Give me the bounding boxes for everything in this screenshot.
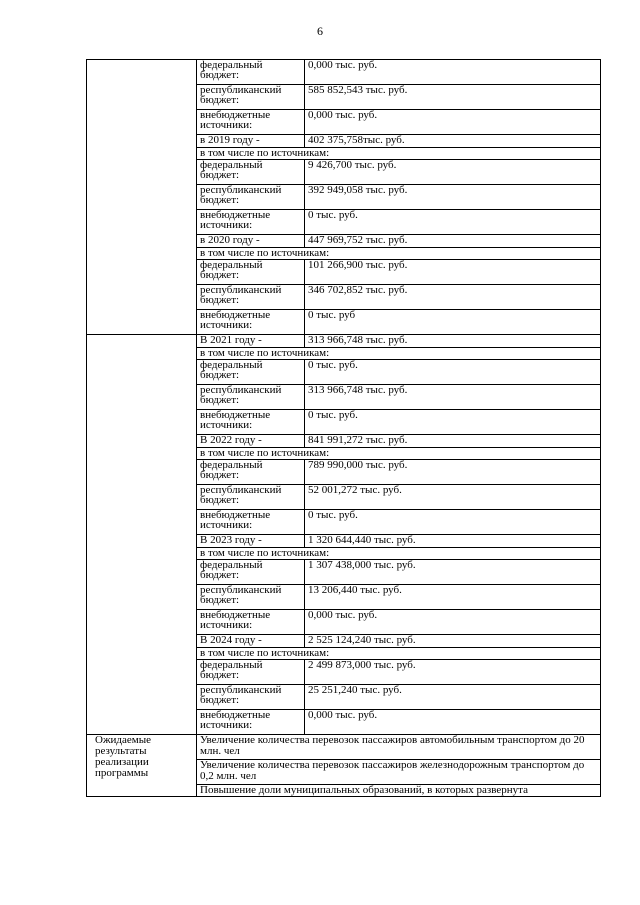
subheader-cell: в том числе по источникам: <box>197 148 601 160</box>
source-row <box>87 60 601 85</box>
source-label: федеральный бюджет: <box>197 160 305 185</box>
amount-value: 0 тыс. руб. <box>305 410 601 435</box>
amount-value: 0,000 тыс. руб. <box>305 60 601 85</box>
source-label: внебюджетные источники: <box>197 310 305 335</box>
result-row <box>87 735 601 760</box>
amount-value: 392 949,058 тыс. руб. <box>305 185 601 210</box>
source-label: республиканский бюджет: <box>197 685 305 710</box>
amount-value: 841 991,272 тыс. руб. <box>305 435 601 448</box>
amount-value: 402 375,758тыс. руб. <box>305 135 601 148</box>
source-label: федеральный бюджет: <box>197 460 305 485</box>
results-label: Ожидаемые результаты реализации программы <box>87 735 197 797</box>
amount-value: 313 966,748 тыс. руб. <box>305 385 601 410</box>
subheader-cell: в том числе по источникам: <box>197 348 601 360</box>
amount-value: 52 001,272 тыс. руб. <box>305 485 601 510</box>
source-label: республиканский бюджет: <box>197 185 305 210</box>
source-label: республиканский бюджет: <box>197 585 305 610</box>
source-label: внебюджетные источники: <box>197 110 305 135</box>
source-label: внебюджетные источники: <box>197 510 305 535</box>
amount-value: 13 206,440 тыс. руб. <box>305 585 601 610</box>
subheader-cell: в том числе по источникам: <box>197 648 601 660</box>
amount-value: 0 тыс. руб. <box>305 510 601 535</box>
amount-value: 2 525 124,240 тыс. руб. <box>305 635 601 648</box>
source-label: республиканский бюджет: <box>197 285 305 310</box>
year-row <box>87 335 601 348</box>
source-label: в 2020 году - <box>197 235 305 248</box>
left-empty-cell <box>87 335 197 735</box>
amount-value: 0 тыс. руб <box>305 310 601 335</box>
source-label: федеральный бюджет: <box>197 560 305 585</box>
amount-value: 101 266,900 тыс. руб. <box>305 260 601 285</box>
source-label: федеральный бюджет: <box>197 660 305 685</box>
amount-value: 447 969,752 тыс. руб. <box>305 235 601 248</box>
amount-value: 25 251,240 тыс. руб. <box>305 685 601 710</box>
amount-value: 1 307 438,000 тыс. руб. <box>305 560 601 585</box>
result-item: Увеличение количества перевозок пассажиров железнодорожным транспортом до 0,2 млн. чел <box>197 760 601 785</box>
subheader-cell: в том числе по источникам: <box>197 448 601 460</box>
source-label: внебюджетные источники: <box>197 710 305 735</box>
amount-value: 0 тыс. руб. <box>305 360 601 385</box>
source-label: федеральный бюджет: <box>197 60 305 85</box>
source-label: в 2019 году - <box>197 135 305 148</box>
source-label: внебюджетные источники: <box>197 210 305 235</box>
amount-value: 789 990,000 тыс. руб. <box>305 460 601 485</box>
result-item: Увеличение количества перевозок пассажиров автомобильным транспортом до 20 млн. чел <box>197 735 601 760</box>
amount-value: 0 тыс. руб. <box>305 210 601 235</box>
source-label: республиканский бюджет: <box>197 385 305 410</box>
amount-value: 346 702,852 тыс. руб. <box>305 285 601 310</box>
amount-value: 2 499 873,000 тыс. руб. <box>305 660 601 685</box>
left-empty-cell <box>87 60 197 335</box>
amount-value: 1 320 644,440 тыс. руб. <box>305 535 601 548</box>
amount-value: 9 426,700 тыс. руб. <box>305 160 601 185</box>
source-label: В 2022 году - <box>197 435 305 448</box>
source-label: В 2023 году - <box>197 535 305 548</box>
source-label: внебюджетные источники: <box>197 410 305 435</box>
source-label: федеральный бюджет: <box>197 360 305 385</box>
source-label: республиканский бюджет: <box>197 85 305 110</box>
source-label: В 2021 году - <box>197 335 305 348</box>
subheader-cell: в том числе по источникам: <box>197 248 601 260</box>
source-label: республиканский бюджет: <box>197 485 305 510</box>
amount-value: 585 852,543 тыс. руб. <box>305 85 601 110</box>
amount-value: 0,000 тыс. руб. <box>305 110 601 135</box>
source-label: внебюджетные источники: <box>197 610 305 635</box>
result-item: Повышение доли муниципальных образований, в которых развернута <box>197 785 601 797</box>
subheader-cell: в том числе по источникам: <box>197 548 601 560</box>
page-number: 6 <box>317 24 323 38</box>
source-label: В 2024 году - <box>197 635 305 648</box>
amount-value: 0,000 тыс. руб. <box>305 610 601 635</box>
amount-value: 0,000 тыс. руб. <box>305 710 601 735</box>
source-label: федеральный бюджет: <box>197 260 305 285</box>
funding-table <box>86 59 601 797</box>
amount-value: 313 966,748 тыс. руб. <box>305 335 601 348</box>
